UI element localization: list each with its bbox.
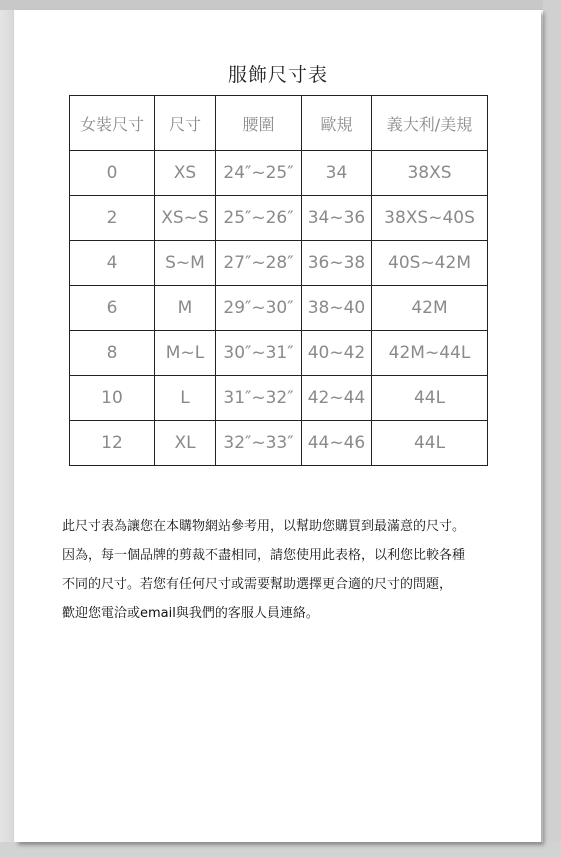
cell-eu-size: 38~40 (302, 286, 372, 331)
cell-womens-size: 6 (70, 286, 155, 331)
header-size: 尺寸 (155, 96, 216, 151)
cell-eu-size: 40~42 (302, 331, 372, 376)
cell-it-us-size: 40S~42M (372, 241, 488, 286)
note-line: 此尺寸表為讓您在本購物網站參考用，以幫助您購買到最滿意的尺寸。 (62, 519, 466, 534)
note-line: 因為，每一個品牌的剪裁不盡相同，請您使用此表格，以利您比較各種 (62, 548, 466, 563)
cell-eu-size: 34 (302, 151, 372, 196)
size-chart-note (62, 512, 522, 628)
cell-size: XS (155, 151, 216, 196)
cell-waist: 27″~28″ (216, 241, 302, 286)
cell-eu-size: 42~44 (302, 376, 372, 421)
cell-size: XS~S (155, 196, 216, 241)
table-row (70, 421, 488, 466)
table-header-row (70, 96, 488, 151)
cell-size: M~L (155, 331, 216, 376)
document-page (15, 10, 541, 842)
cell-it-us-size: 38XS (372, 151, 488, 196)
cell-eu-size: 36~38 (302, 241, 372, 286)
table-row (70, 286, 488, 331)
cell-it-us-size: 44L (372, 421, 488, 466)
cell-womens-size: 10 (70, 376, 155, 421)
cell-size: XL (155, 421, 216, 466)
page-title: 服飾尺寸表 (227, 64, 328, 86)
table-row (70, 241, 488, 286)
cell-waist: 29″~30″ (216, 286, 302, 331)
viewer-right-gutter (543, 0, 561, 858)
cell-waist: 24″~25″ (216, 151, 302, 196)
cell-size: M (155, 286, 216, 331)
cell-womens-size: 12 (70, 421, 155, 466)
cell-waist: 30″~31″ (216, 331, 302, 376)
table-row (70, 151, 488, 196)
cell-womens-size: 8 (70, 331, 155, 376)
header-it-us-size: 義大利/美規 (372, 96, 488, 151)
cell-eu-size: 44~46 (302, 421, 372, 466)
table-row (70, 331, 488, 376)
cell-size: S~M (155, 241, 216, 286)
note-line: 歡迎您電洽或email與我們的客服人員連絡。 (62, 606, 319, 621)
cell-it-us-size: 44L (372, 376, 488, 421)
cell-waist: 31″~32″ (216, 376, 302, 421)
cell-it-us-size: 42M (372, 286, 488, 331)
viewer-bottom-edge (0, 842, 561, 858)
cell-waist: 32″~33″ (216, 421, 302, 466)
header-eu-size: 歐規 (302, 96, 372, 151)
table-row (70, 376, 488, 421)
cell-it-us-size: 38XS~40S (372, 196, 488, 241)
cell-size: L (155, 376, 216, 421)
cell-eu-size: 34~36 (302, 196, 372, 241)
cell-womens-size: 2 (70, 196, 155, 241)
cell-it-us-size: 42M~44L (372, 331, 488, 376)
header-waist: 腰圍 (216, 96, 302, 151)
cell-womens-size: 4 (70, 241, 155, 286)
table-row (70, 196, 488, 241)
note-line: 不同的尺寸。若您有任何尺寸或需要幫助選擇更合適的尺寸的問題， (62, 577, 453, 592)
cell-womens-size: 0 (70, 151, 155, 196)
header-womens-size: 女裝尺寸 (70, 96, 155, 151)
size-chart-table (69, 95, 488, 466)
cell-waist: 25″~26″ (216, 196, 302, 241)
viewer-top-edge (0, 0, 561, 10)
